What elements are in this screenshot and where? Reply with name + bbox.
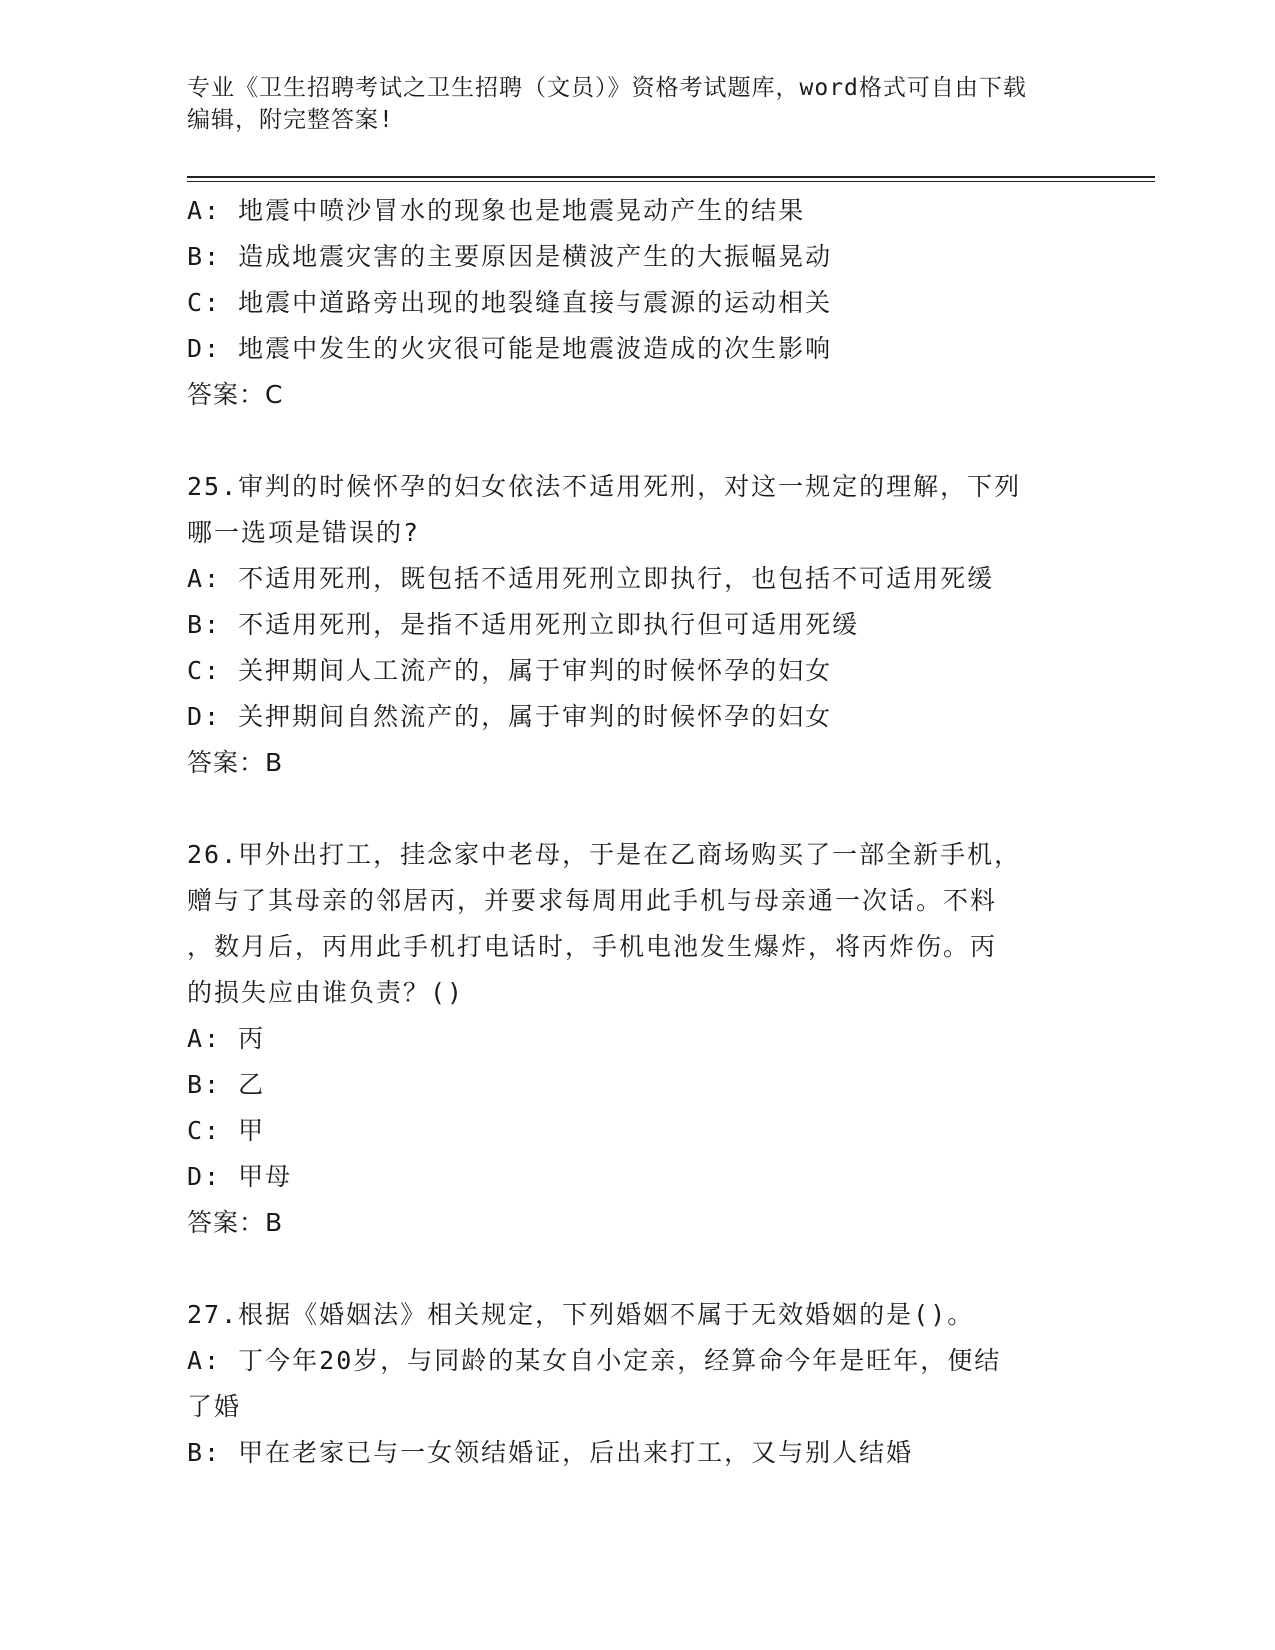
option-c: C: 关押期间人工流产的，属于审判的时候怀孕的妇女 bbox=[187, 656, 833, 685]
option-d: D: 地震中发生的火灾很可能是地震波造成的次生影响 bbox=[187, 334, 833, 363]
option-a: A: 丙 bbox=[187, 1024, 266, 1053]
question-24 bbox=[187, 188, 1067, 418]
header-line-2: 编辑，附完整答案! bbox=[187, 107, 394, 133]
question-26 bbox=[187, 832, 1067, 1246]
question-stem-line: 26.甲外出打工，挂念家中老母，于是在乙商场购买了一部全新手机， bbox=[187, 840, 1022, 869]
option-c: C: 甲 bbox=[187, 1116, 266, 1145]
question-stem-line: 赠与了其母亲的邻居丙，并要求每周用此手机与母亲通一次话。不料 bbox=[187, 886, 998, 915]
option-d: D: 关押期间自然流产的，属于审判的时候怀孕的妇女 bbox=[187, 702, 833, 731]
question-25 bbox=[187, 464, 1067, 786]
spacer bbox=[187, 418, 1067, 464]
question-27 bbox=[187, 1292, 1067, 1476]
spacer bbox=[187, 786, 1067, 832]
option-a: A: 丁今年20岁，与同龄的某女自小定亲，经算命今年是旺年，便结 bbox=[187, 1346, 1002, 1375]
question-stem-line: 的损失应由谁负责？() bbox=[187, 978, 465, 1007]
spacer bbox=[187, 1246, 1067, 1292]
option-a: A: 地震中喷沙冒水的现象也是地震晃动产生的结果 bbox=[187, 196, 806, 225]
option-b: B: 造成地震灾害的主要原因是横波产生的大振幅晃动 bbox=[187, 242, 833, 271]
document-header bbox=[187, 72, 1067, 136]
option-c: C: 地震中道路旁出现的地裂缝直接与震源的运动相关 bbox=[187, 288, 833, 317]
option-b: B: 不适用死刑，是指不适用死刑立即执行但可适用死缓 bbox=[187, 610, 860, 639]
answer-line: 答案：C bbox=[187, 380, 284, 409]
option-a: A: 不适用死刑，既包括不适用死刑立即执行，也包括不可适用死缓 bbox=[187, 564, 995, 593]
question-stem-line: 25.审判的时候怀孕的妇女依法不适用死刑，对这一规定的理解，下列 bbox=[187, 472, 1022, 501]
answer-line: 答案：B bbox=[187, 1208, 284, 1237]
question-stem-line: 27.根据《婚姻法》相关规定，下列婚姻不属于无效婚姻的是()。 bbox=[187, 1300, 975, 1329]
option-d: D: 甲母 bbox=[187, 1162, 293, 1191]
header-divider-thin bbox=[187, 181, 1155, 182]
option-b: B: 甲在老家已与一女领结婚证，后出来打工，又与别人结婚 bbox=[187, 1438, 914, 1467]
answer-line: 答案：B bbox=[187, 748, 284, 777]
question-content bbox=[187, 188, 1067, 1476]
option-b: B: 乙 bbox=[187, 1070, 266, 1099]
header-line-1: 专业《卫生招聘考试之卫生招聘（文员）》资格考试题库，word格式可自由下载 bbox=[187, 75, 1027, 101]
question-stem-line: 哪一选项是错误的? bbox=[187, 518, 421, 547]
header-divider-thick bbox=[187, 176, 1155, 178]
option-a-continued: 了婚 bbox=[187, 1392, 242, 1421]
question-stem-line: ，数月后，丙用此手机打电话时，手机电池发生爆炸，将丙炸伤。丙 bbox=[187, 932, 998, 961]
